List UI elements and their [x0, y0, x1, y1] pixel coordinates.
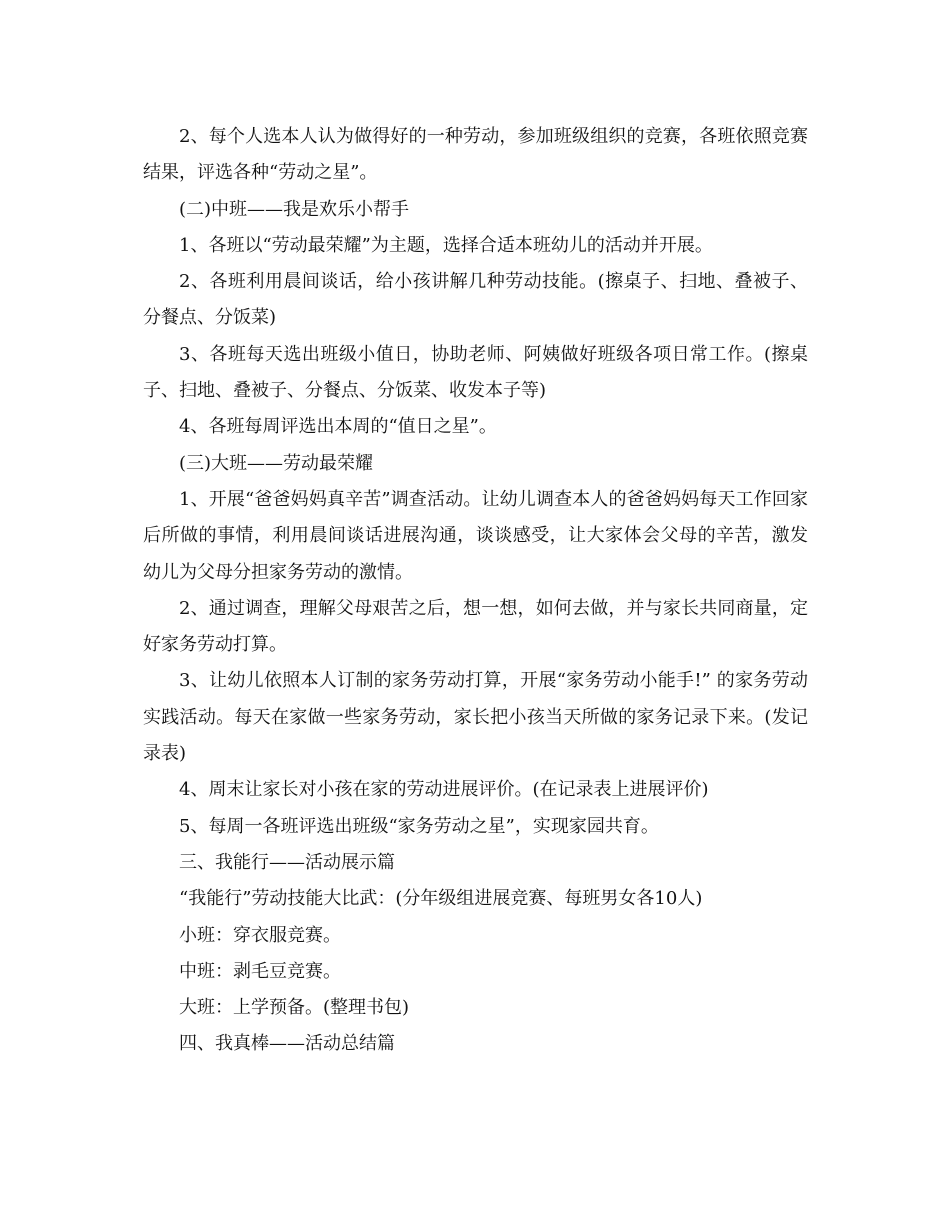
paragraph-survey-activity: 1、开展“爸爸妈妈真辛苦”调查活动。让幼儿调查本人的爸爸妈妈每天工作回家后所做的事情，利用晨间谈话进展沟通，谈谈感受，让大家体会父母的辛苦，激发幼儿为父母分担家务劳动的激情。: [143, 488, 808, 583]
paragraph-junior-contest: 小班：穿衣服竞赛。: [179, 924, 341, 946]
paragraph-senior-contest: 大班：上学预备。(整理书包): [179, 997, 410, 1019]
document-body: [143, 119, 808, 1063]
paragraph-monday-selection: 5、每周一各班评选出班级“家务劳动之星”，实现家园共育。: [179, 815, 659, 837]
heading-section-three: 三、我能行——活动展示篇: [179, 851, 395, 873]
paragraph-after-survey: 2、通过调查，理解父母艰苦之后，想一想，如何去做，并与家长共同商量，定好家务劳动打算。: [143, 597, 808, 656]
paragraph-weekend-evaluation: 4、周末让家长对小孩在家的劳动进展评价。(在记录表上进展评价): [179, 779, 709, 801]
heading-senior-class: (三)大班——劳动最荣耀: [179, 452, 374, 474]
paragraph-middle-theme: 1、各班以“劳动最荣耀”为主题，选择合适本班幼儿的活动并开展。: [179, 234, 713, 256]
heading-section-four: 四、我真棒——活动总结篇: [179, 1033, 395, 1055]
paragraph-middle-contest: 中班：剥毛豆竞赛。: [179, 960, 341, 982]
paragraph-duty-star: 4、各班每周评选出本周的“值日之星”。: [179, 416, 497, 438]
paragraph-morning-talk: 2、各班利用晨间谈话，给小孩讲解几种劳动技能。(擦桌子、扫地、叠被子、分餐点、分饭菜): [143, 271, 808, 329]
heading-middle-class: (二)中班——我是欢乐小帮手: [179, 198, 410, 220]
paragraph-star-selection: 2、每个人选本人认为做得好的一种劳动，参加班级组织的竞赛，各班依照竞赛结果，评选各种“劳动之星”。: [143, 126, 808, 184]
paragraph-skills-contest: “我能行”劳动技能大比武：(分年级组进展竞赛、每班男女各10人): [179, 888, 703, 910]
paragraph-daily-duty: 3、各班每天选出班级小值日，协助老师、阿姨做好班级各项日常工作。(擦桌子、扫地、叠被子、分餐点、分饭菜、收发本子等): [143, 343, 808, 402]
paragraph-housework-practice: 3、让幼儿依照本人订制的家务劳动打算，开展“家务劳动小能手!” 的家务劳动实践活动。每天在家做一些家务劳动，家长把小孩当天所做的家务记录下来。(发记录表): [143, 670, 808, 765]
